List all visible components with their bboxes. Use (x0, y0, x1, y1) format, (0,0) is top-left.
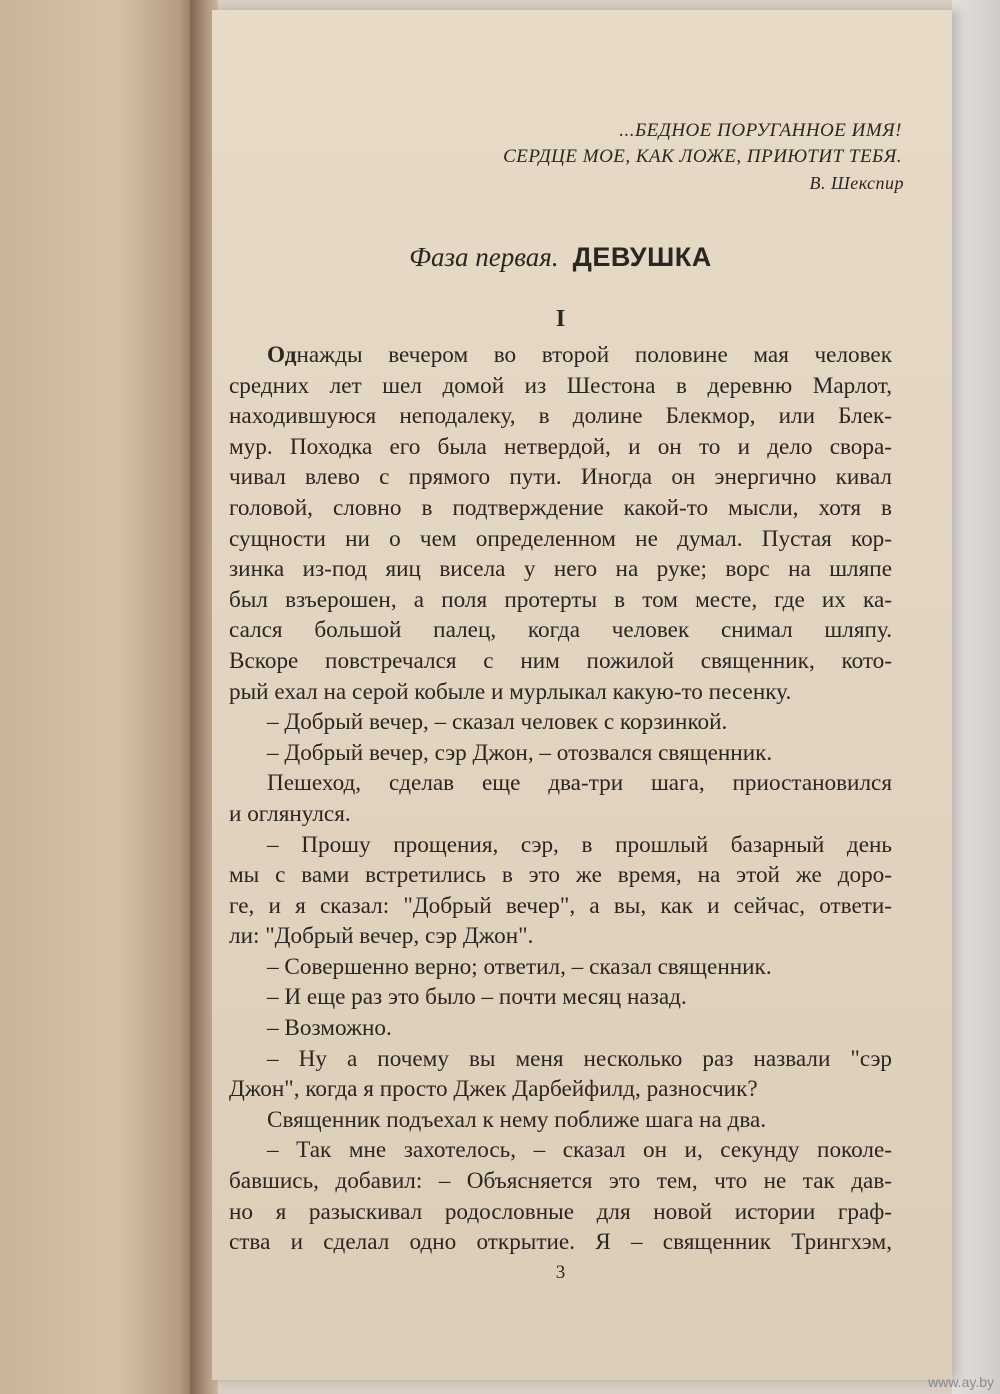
text-line: ства и сделал одно открытие. Я – священник Трингхэм, (229, 1229, 892, 1256)
section-number: I (555, 306, 566, 332)
text-line: Пешеход, сделав еще два-три шага, приостановился (267, 770, 892, 797)
text-line: – Совершенно верно; ответил, – сказал священник. (267, 953, 772, 980)
text-line: – Прошу прощения, сэр, в прошлый базарный день (267, 831, 892, 858)
text-line: Вскоре повстречался с ним пожилой священник, кото- (229, 647, 892, 674)
chapter-name: ДЕВУШКА (572, 242, 712, 272)
text-line: Джон", когда я просто Джек Дарбейфилд, разносчик? (229, 1076, 758, 1103)
text-line: – Добрый вечер, – сказал человек с корзинкой. (267, 709, 728, 736)
chapter-title (229, 242, 892, 273)
text-line: головой, словно в подтверждение какой-то мысли, хотя в (229, 494, 892, 521)
epigraph-line-2: СЕРДЦЕ МОЕ, КАК ЛОЖЕ, ПРИЮТИТ ТЕБЯ. (503, 146, 902, 167)
text-line: находившуюся неподалеку, в долине Блекмор, или Блек- (229, 403, 892, 430)
text-line: – Возможно. (267, 1015, 392, 1042)
text-line: бавшись, добавил: – Объясняется это тем, что не так дав- (229, 1168, 892, 1195)
epigraph (382, 118, 902, 196)
text-line: но я разыскивал родословные для новой истории граф- (229, 1198, 892, 1225)
text-line: сался большой палец, когда человек снимал шляпу. (229, 617, 892, 644)
text-line: – Ну а почему вы меня несколько раз назвали "сэр (267, 1045, 892, 1072)
text-line: чивал влево с прямого пути. Иногда он энергично кивал (229, 464, 892, 491)
text-line: Священник подъехал к нему поближе шага на два. (267, 1106, 767, 1133)
text-line: был взъерошен, а поля протерты в том месте, где их ка- (229, 586, 892, 613)
text-line: мы с вами встретились в это же время, на этой же доро- (229, 862, 892, 889)
text-line: средних лет шел домой из Шестона в деревню Марлот, (229, 372, 892, 399)
text-line: ли: "Добрый вечер, сэр Джон". (229, 923, 534, 950)
right-page (212, 10, 952, 1380)
text-line: и оглянулся. (229, 800, 351, 827)
epigraph-line-1: ...БЕДНОЕ ПОРУГАННОЕ ИМЯ! (619, 120, 902, 141)
page-stack-edge (952, 0, 1000, 1394)
text-line: – Так мне захотелось, – сказал он и, секунду поколе- (267, 1137, 892, 1164)
text-line: Однажды вечером во второй половине мая человек (267, 342, 892, 368)
text-line: – И еще раз это было – почти месяц назад. (267, 984, 687, 1011)
text-line: – Добрый вечер, сэр Джон, – отозвался священник. (267, 739, 773, 766)
watermark: www.ay.by (928, 1374, 994, 1390)
text-line: ге, и я сказал: "Добрый вечер", а вы, как и сейчас, ответи- (229, 892, 892, 919)
body-text (229, 340, 892, 1258)
text-line: сущности ни о чем определенном не думал. Пустая кор- (229, 525, 892, 552)
left-page (0, 0, 195, 1394)
chapter-phase: Фаза первая. (409, 242, 559, 272)
first-word-bold: Од (267, 342, 297, 368)
epigraph-author: В. Шекспир (809, 173, 904, 193)
page-number: 3 (555, 1262, 566, 1283)
text-line: мур. Походка его была нетвердой, и он то и дело свора- (229, 433, 892, 460)
text-line: рый ехал на серой кобыле и мурлыкал какую-то песенку. (229, 678, 792, 705)
text-line: зинка из-под яиц висела у него на руке; ворс на шляпе (229, 556, 892, 583)
